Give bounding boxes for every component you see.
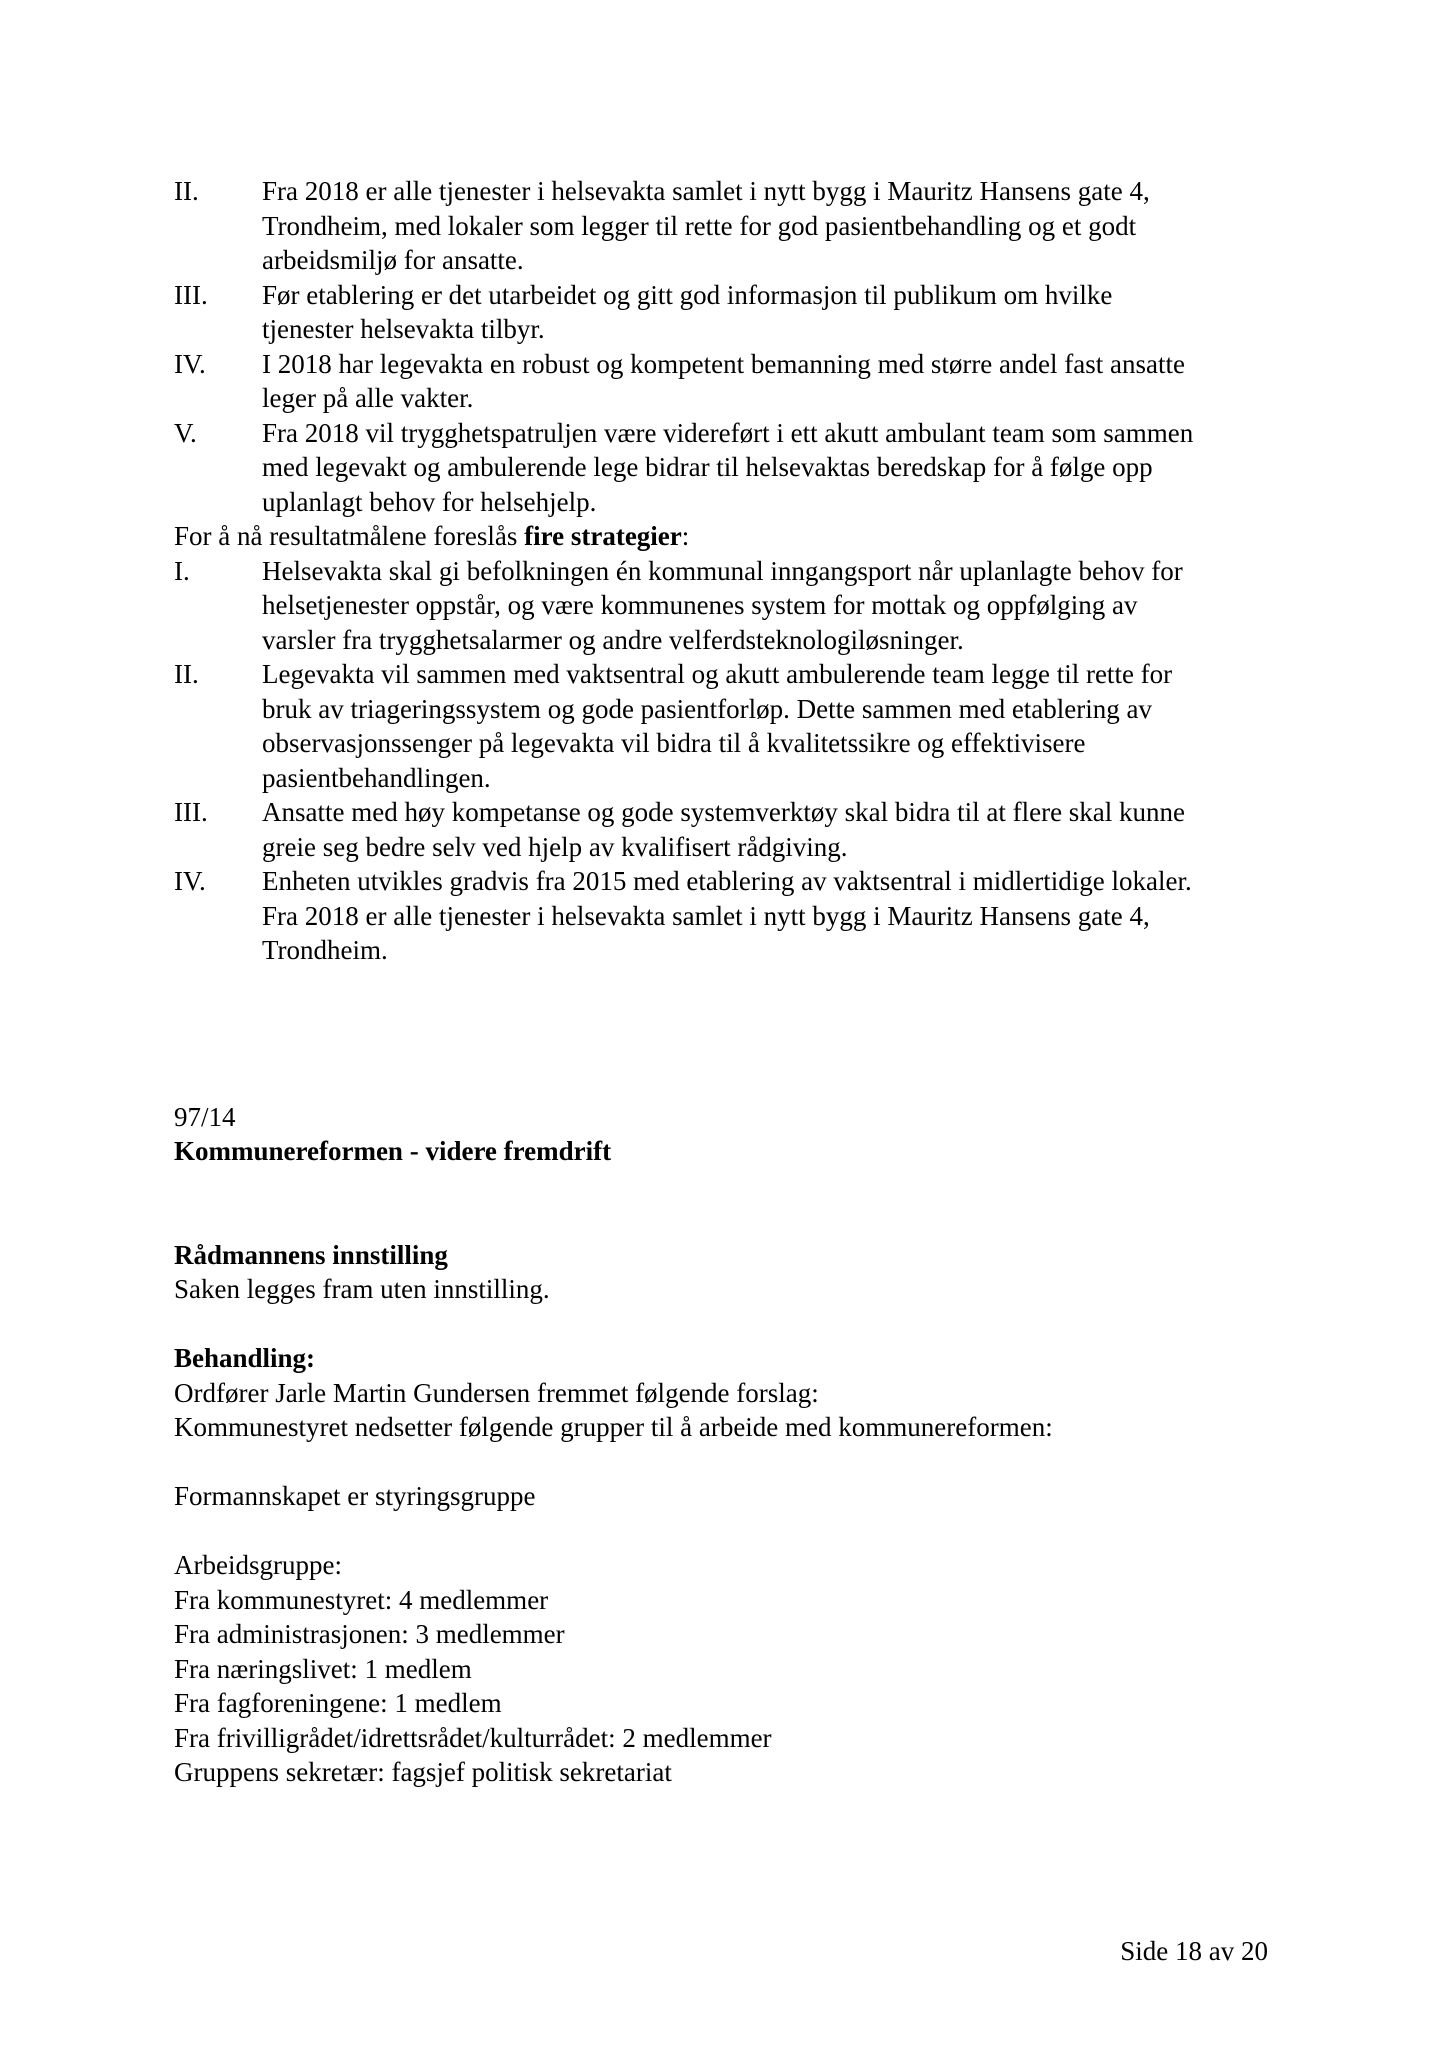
section-gap — [174, 1169, 1274, 1238]
case-number: 97/14 — [174, 1101, 236, 1132]
list-item — [174, 416, 1274, 520]
workgroup-line: Fra kommunestyret: 4 medlemmer — [174, 1584, 549, 1615]
list-numeral: IV. — [174, 866, 206, 896]
list-numeral: I. — [174, 555, 190, 586]
workgroup-heading: Arbeidsgruppe: — [174, 1550, 342, 1580]
text-line: Fra 2018 vil trygghetspatruljen være videreført i ett akutt ambulant team som sammen — [262, 417, 1194, 448]
strategies-list — [174, 554, 1274, 968]
section-gap — [174, 1307, 1274, 1342]
text-line: Trondheim. — [262, 935, 388, 965]
text-line: tjenester helsevakta tilbyr. — [262, 314, 545, 344]
list-item — [174, 795, 1274, 864]
result-goals-list — [174, 174, 1274, 519]
workgroup-line: Fra frivilligrådet/idrettsrådet/kulturrådet: 2 medlemmer — [174, 1722, 772, 1753]
list-numeral: III. — [174, 279, 208, 310]
treatment-heading: Behandling: — [174, 1343, 316, 1373]
text-line: leger på alle vakter. — [262, 383, 474, 413]
text-line: helsetjenester oppstår, og være kommunenes system for mottak og oppfølging av — [262, 590, 1138, 620]
workgroup-line: Fra administrasjonen: 3 medlemmer — [174, 1619, 565, 1649]
text-line: uplanlagt behov for helsehjelp. — [262, 486, 597, 517]
treatment-line: Ordfører Jarle Martin Gundersen fremmet følgende forslag: — [174, 1377, 819, 1408]
list-item — [174, 657, 1274, 795]
list-numeral: II. — [174, 659, 199, 689]
text-line: bruk av triageringssystem og gode pasientforløp. Dette sammen med etablering av — [262, 693, 1152, 724]
text-line: varsler fra trygghetsalarmer og andre velferdsteknologiløsninger. — [262, 624, 964, 655]
text-line: greie seg bedre selv ved hjelp av kvalifisert rådgiving. — [262, 831, 848, 862]
list-numeral: IV. — [174, 348, 206, 379]
recommendation-heading: Rådmannens innstilling — [174, 1239, 448, 1270]
text-line: arbeidsmiljø for ansatte. — [262, 245, 524, 275]
list-item-text — [262, 864, 1274, 968]
list-item-text — [262, 347, 1274, 416]
text-line: med legevakt og ambulerende lege bidrar til helsevaktas beredskap for å følge opp — [262, 452, 1153, 482]
workgroup-line: Gruppens sekretær: fagsjef politisk sekretariat — [174, 1757, 672, 1787]
text-line: Trondheim, med lokaler som legger til rette for god pasientbehandling og et godt — [262, 210, 1137, 241]
strategies-intro-prefix: For å nå resultatmålene foreslås — [174, 521, 525, 551]
text-line: Fra 2018 er alle tjenester i helsevakta samlet i nytt bygg i Mauritz Hansens gate 4, — [262, 176, 1150, 206]
workgroup-list — [174, 1583, 1274, 1790]
list-item-text — [262, 416, 1274, 520]
text-line: I 2018 har legevakta en robust og kompetent bemanning med større andel fast ansatte — [262, 348, 1185, 379]
text-line: pasientbehandlingen. — [262, 762, 491, 793]
list-item-text — [262, 174, 1274, 278]
strategies-intro-bold: fire strategier — [524, 521, 682, 551]
list-item-text — [262, 795, 1274, 864]
text-line: Før etablering er det utarbeidet og gitt god informasjon til publikum om hvilke — [262, 279, 1113, 310]
workgroup-line: Fra fagforeningene: 1 medlem — [174, 1688, 502, 1718]
list-item-text — [262, 554, 1274, 658]
list-numeral: III. — [174, 797, 208, 827]
section-gap — [174, 968, 1274, 1100]
list-item — [174, 174, 1274, 278]
text-line: Fra 2018 er alle tjenester i helsevakta samlet i nytt bygg i Mauritz Hansens gate 4, — [262, 900, 1150, 931]
strategies-intro-suffix: : — [681, 521, 690, 551]
list-item — [174, 347, 1274, 416]
text-line: Ansatte med høy kompetanse og gode systemverktøy skal bidra til at flere skal kunne — [262, 797, 1186, 827]
list-item — [174, 864, 1274, 968]
list-item — [174, 278, 1274, 347]
page-content — [174, 174, 1274, 1790]
list-item-text — [262, 278, 1274, 347]
text-line: observasjonssenger på legevakta vil bidra til å kvalitetssikre og effektivisere — [262, 728, 1086, 758]
text-line: Enheten utvikles gradvis fra 2015 med etablering av vaktsentral i midlertidige lokaler. — [262, 866, 1192, 896]
list-item-text — [262, 657, 1274, 795]
treatment-line: Kommunestyret nedsetter følgende grupper til å arbeide med kommunereformen: — [174, 1412, 1053, 1442]
section-gap — [174, 1514, 1274, 1549]
list-numeral: II. — [174, 176, 199, 206]
workgroup-line: Fra næringslivet: 1 medlem — [174, 1653, 472, 1684]
steering-group-text: Formannskapet er styringsgruppe — [174, 1481, 536, 1511]
section-gap — [174, 1445, 1274, 1480]
recommendation-text: Saken legges fram uten innstilling. — [174, 1274, 550, 1304]
case-title: Kommunereformen - videre fremdrift — [174, 1136, 612, 1166]
strategies-intro — [174, 519, 1274, 554]
list-item — [174, 554, 1274, 658]
text-line: Helsevakta skal gi befolkningen én kommunal inngangsport når uplanlagte behov for — [262, 555, 1183, 586]
list-numeral: V. — [174, 417, 197, 448]
text-line: Legevakta vil sammen med vaktsentral og akutt ambulerende team legge til rette for — [262, 659, 1173, 689]
page-number: Side 18 av 20 — [1120, 1936, 1268, 1966]
